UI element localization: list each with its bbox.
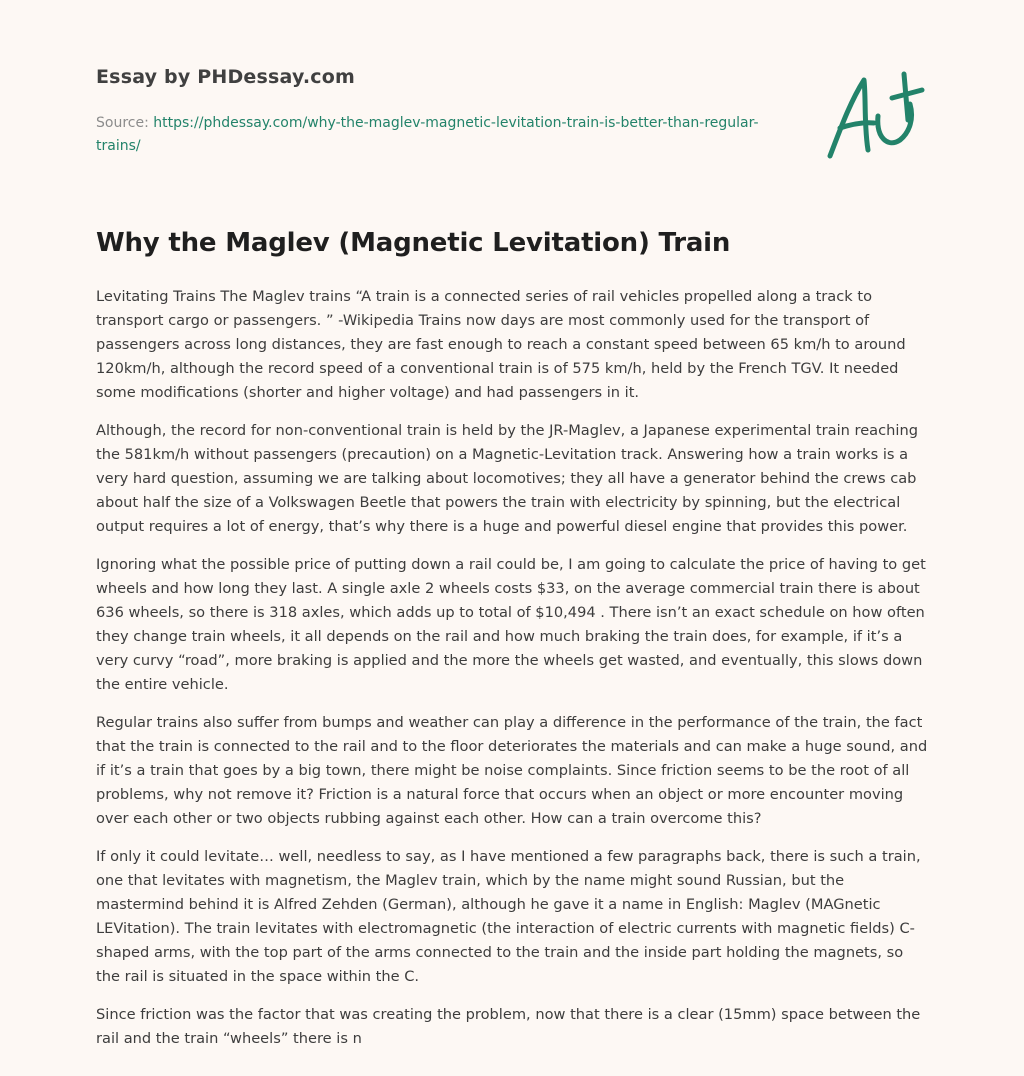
paragraph: Although, the record for non-conventional train is held by the JR-Maglev, a Japanese experimental train reaching the 581km/h without passengers (precaution) on a Magnetic-Levitation track. Answering how a train works is a very hard question, assuming we are talking about locomotives; they all have a generator behind the crews cab about half the size of a Volkswagen Beetle that powers the train with electricity by spinning, but the electrical output requires a lot of energy, that’s why there is a huge and powerful diesel engine that provides this power. xyxy=(96,422,918,535)
a-plus-logo-icon xyxy=(820,68,930,164)
paragraph: Levitating Trains The Maglev trains “A train is a connected series of rail vehicles propelled along a track to transport cargo or passengers. ” -Wikipedia Trains now days are most commonly used for the transport of passengers across long distances, they are fast enough to reach a constant speed between 65 km/h to around 120km/h, although the record speed of a conventional train is of 575 km/h, held by the French TGV. It needed some modifications (shorter and higher voltage) and had passengers in it. xyxy=(96,288,906,401)
source-link[interactable]: https://phdessay.com/why-the-maglev-magnetic-levitation-train-is-better-than-regular-trains/ xyxy=(96,115,759,154)
essay-title: Why the Maglev (Magnetic Levitation) Train xyxy=(96,228,731,258)
paragraph: Ignoring what the possible price of putting down a rail could be, I am going to calculate the price of having to get wheels and how long they last. A single axle 2 wheels costs $33, on the average commercial train there is about 636 wheels, so there is 318 axles, which adds up to total of $10,494 . There isn’t an exact schedule on how often they change train wheels, it all depends on the rail and how much braking the train does, for example, if it’s a very curvy “road”, more braking is applied and the more the wheels get wasted, and eventually, this slows down the entire vehicle. xyxy=(96,556,926,693)
paragraph: If only it could levitate… well, needless to say, as I have mentioned a few paragraphs back, there is such a train, one that levitates with magnetism, the Maglev train, which by the name might sound Russian, but the mastermind behind it is Alfred Zehden (German), although he gave it a name in English: Maglev (MAGnetic LEVitation). The train levitates with electromagnetic (the interaction of electric currents with magnetic fields) C-shaped arms, with the top part of the arms connected to the train and the inside part holding the magnets, so the rail is situated in the space within the C. xyxy=(96,848,921,985)
source-line xyxy=(96,112,776,158)
source-label: Source: xyxy=(96,115,154,131)
paragraph: Since friction was the factor that was creating the problem, now that there is a clear (15mm) space between the rail and the train “wheels” there is n xyxy=(96,1006,921,1047)
paragraph: Regular trains also suffer from bumps and weather can play a difference in the performance of the train, the fact that the train is connected to the rail and to the floor deteriorates the materials and can make a huge sound, and if it’s a train that goes by a big town, there might be noise complaints. Since friction seems to be the root of all problems, why not remove it? Friction is a natural force that occurs when an object or more encounter moving over each other or two objects rubbing against each other. How can a train overcome this? xyxy=(96,714,928,827)
essay-body xyxy=(96,285,930,1065)
site-title: Essay by PHDessay.com xyxy=(96,66,355,88)
